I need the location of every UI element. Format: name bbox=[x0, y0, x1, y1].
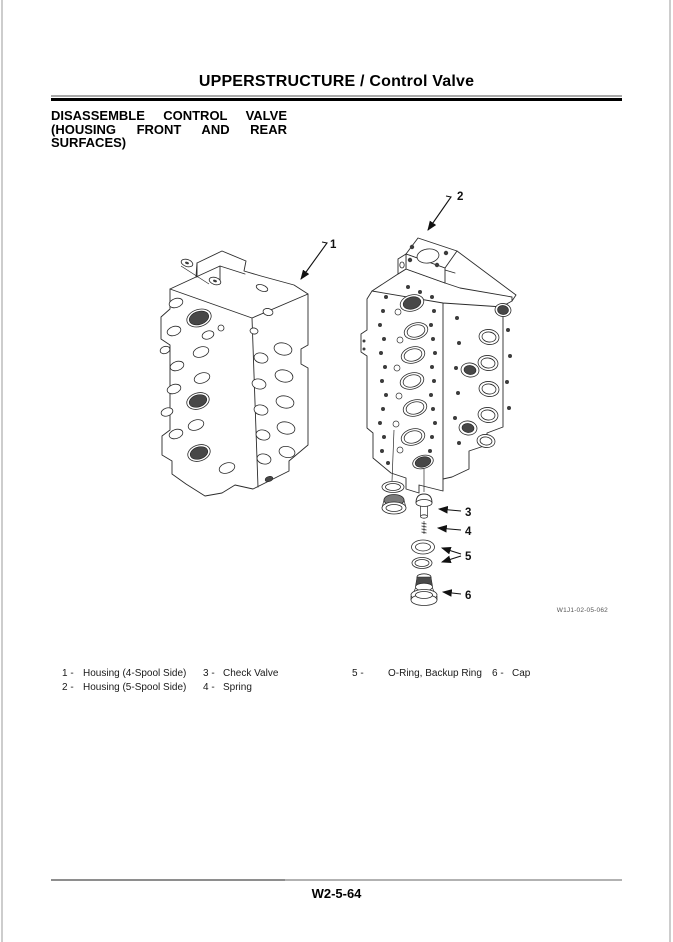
backup-ring-drawing bbox=[412, 558, 432, 569]
legend-item-5 bbox=[352, 668, 482, 679]
callout-5: 5 bbox=[465, 551, 472, 563]
check-valve-drawing bbox=[416, 494, 432, 518]
legend-num-2: 2 - bbox=[62, 682, 74, 693]
callout-arrow-3 bbox=[439, 509, 461, 511]
callout-arrow-5a bbox=[442, 548, 461, 554]
section-heading-line2: (HOUSING FRONT AND REAR bbox=[51, 121, 287, 137]
legend-label-1: Housing (4-Spool Side) bbox=[83, 668, 187, 679]
legend-item-1 bbox=[62, 668, 186, 679]
housing-5-spool-drawing bbox=[361, 238, 516, 493]
legend-num-3: 3 - bbox=[203, 668, 215, 679]
callout-1: 1 bbox=[330, 239, 337, 251]
legend-num-5: 5 - bbox=[352, 668, 364, 679]
callout-3: 3 bbox=[465, 507, 472, 519]
legend-label-3: Check Valve bbox=[223, 668, 279, 679]
callout-2: 2 bbox=[457, 191, 464, 203]
cap-drawing bbox=[411, 574, 437, 606]
legend-num-6: 6 - bbox=[492, 668, 504, 679]
housing-4-spool-drawing bbox=[159, 251, 308, 496]
section-heading-line3: SURFACES) bbox=[51, 135, 127, 150]
figure-code: W1J1-02-05-062 bbox=[556, 607, 608, 614]
callout-arrow-6 bbox=[443, 592, 461, 594]
legend-label-4: Spring bbox=[223, 682, 252, 693]
legend-item-2 bbox=[62, 682, 186, 693]
spring-drawing bbox=[422, 521, 427, 534]
page-title: UPPERSTRUCTURE / Control Valve bbox=[198, 73, 475, 90]
o-ring-drawing bbox=[412, 540, 435, 554]
legend-num-1: 1 - bbox=[62, 668, 74, 679]
legend-label-5: O-Ring, Backup Ring bbox=[388, 668, 482, 679]
legend-item-6 bbox=[492, 668, 530, 679]
callout-arrow-4 bbox=[438, 528, 461, 530]
callout-arrow-2 bbox=[428, 196, 451, 230]
legend-label-2: Housing (5-Spool Side) bbox=[83, 682, 187, 693]
callout-6: 6 bbox=[465, 590, 472, 602]
legend-item-4 bbox=[203, 682, 252, 693]
callout-4: 4 bbox=[465, 526, 472, 538]
plug-o-ring-drawing bbox=[382, 482, 406, 515]
section-heading-line1: DISASSEMBLE CONTROL VALVE bbox=[51, 108, 287, 123]
legend-num-4: 4 - bbox=[203, 682, 215, 693]
footer-rule bbox=[51, 879, 622, 881]
legend-item-3 bbox=[203, 668, 278, 679]
callout-arrow-1 bbox=[301, 242, 327, 279]
page-number: W2-5-64 bbox=[311, 886, 362, 901]
callout-arrow-5b bbox=[442, 556, 461, 562]
legend-label-6: Cap bbox=[512, 668, 531, 679]
